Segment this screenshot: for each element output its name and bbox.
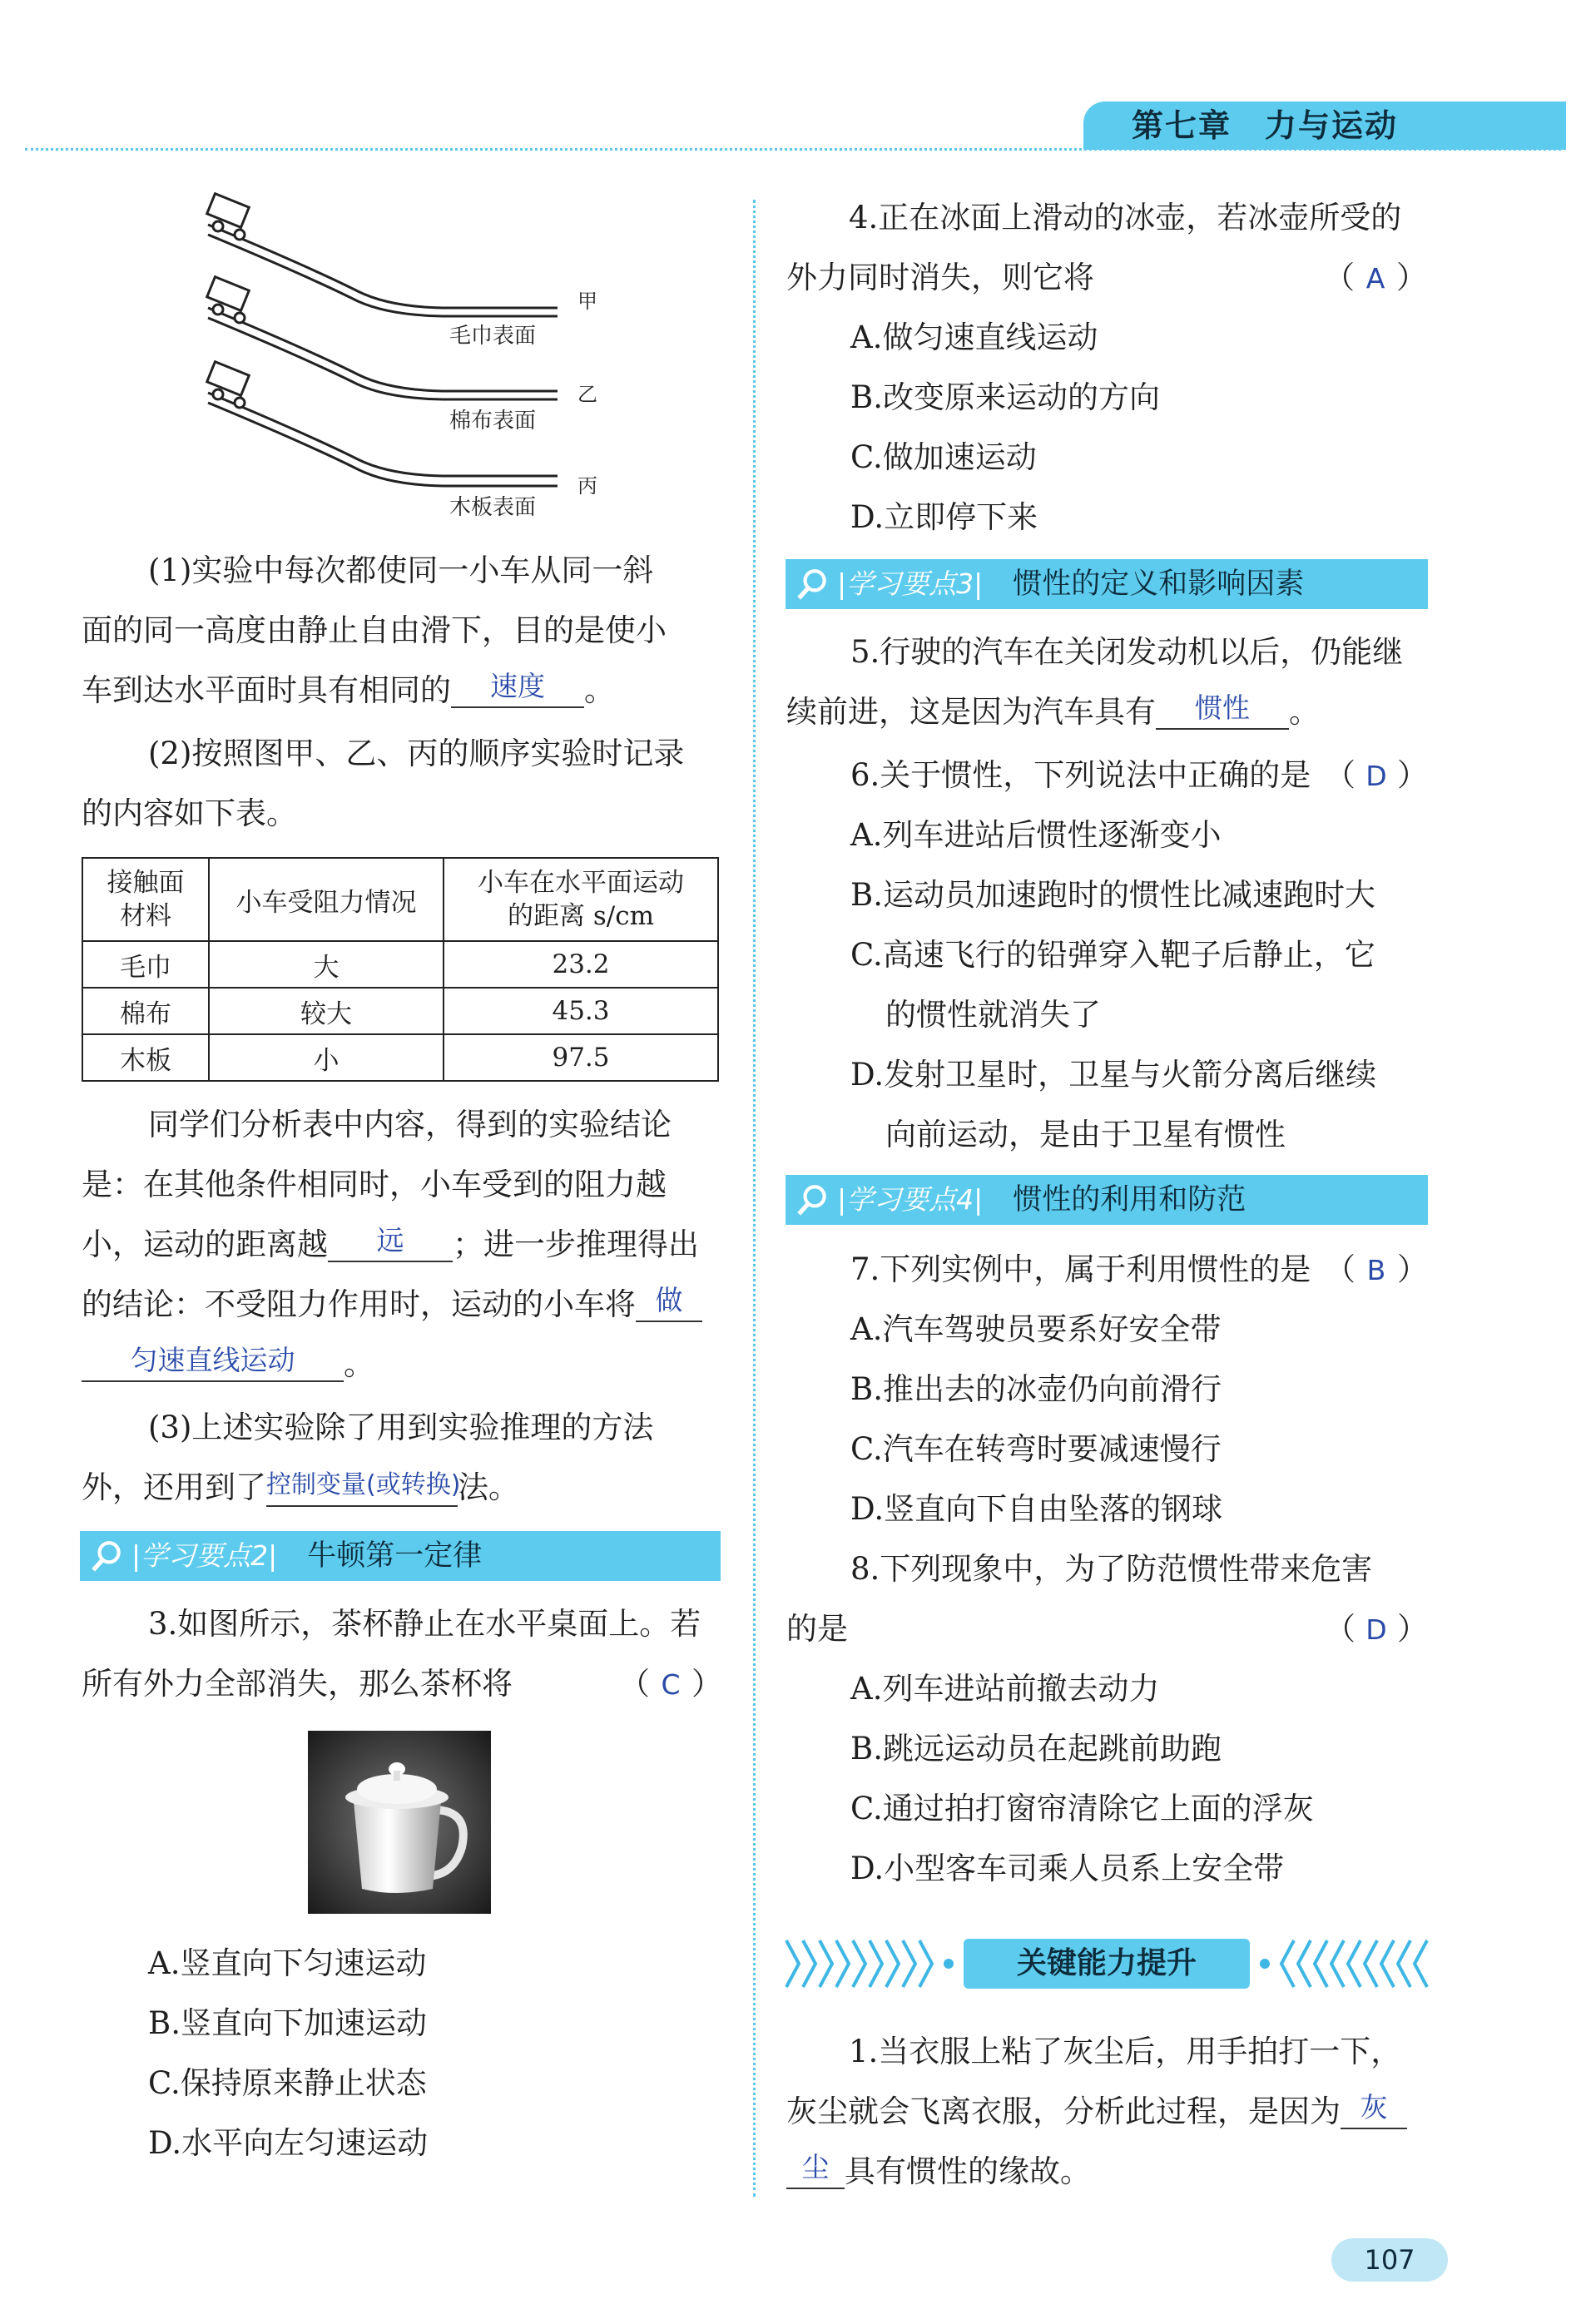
p4-line2: 外力同时消失，则它将 （ A ） bbox=[786, 248, 1427, 308]
p3-option-d: D.水平向左匀速运动 bbox=[148, 2125, 429, 2161]
q1-line3: 车到达水平面时具有相同的 速度 。 bbox=[82, 661, 615, 721]
p6-option-c: C.高速飞行的铅弹穿入靶子后静止，它 bbox=[850, 937, 1375, 973]
p8-option-d: D.小型客车司乘人员系上安全带 bbox=[850, 1851, 1285, 1886]
section-title-3: 惯性的定义和影响因素 bbox=[1013, 567, 1305, 601]
conclusion-line5: 匀速直线运动 。 bbox=[82, 1335, 374, 1395]
p3-line2: 所有外力全部消失，那么茶杯将 （ C ） bbox=[82, 1654, 722, 1714]
p7-answer: B bbox=[1366, 1254, 1386, 1286]
k1-line3: 尘 具有惯性的缘故。 bbox=[786, 2142, 1091, 2202]
table-header: 小车受阻力情况 bbox=[209, 858, 444, 941]
section-title-2: 牛顿第一定律 bbox=[307, 1539, 483, 1573]
p8-option-b: B.跳远运动员在起跳前助跑 bbox=[850, 1731, 1222, 1767]
section-banner-4: |学习要点4| 惯性的利用和防范 bbox=[786, 1175, 1428, 1225]
teacup-photo bbox=[308, 1731, 491, 1914]
p3-answer: C bbox=[661, 1668, 681, 1701]
conclusion-line3: 小，运动的距离越 远 ；进一步推理得出 bbox=[82, 1215, 699, 1275]
conclusion-answer-1: 远 bbox=[328, 1221, 453, 1262]
table-row: 木板 小 97.5 bbox=[82, 1034, 718, 1081]
q3-answer: 控制变量(或转换) bbox=[266, 1465, 458, 1507]
p6-option-a: A.列车进站后惯性逐渐变小 bbox=[850, 817, 1222, 853]
conclusion-answer-2a: 做 bbox=[636, 1281, 702, 1322]
q3-line1: (3)上述实验除了用到实验推理的方法 bbox=[148, 1410, 654, 1445]
q1-answer: 速度 bbox=[451, 666, 584, 708]
p8-line2: 的是 （ D ） bbox=[786, 1599, 1428, 1659]
conclusion-line1: 同学们分析表中内容，得到的实验结论 bbox=[148, 1107, 672, 1142]
p6-answer: D bbox=[1365, 760, 1387, 792]
k1-line2: 灰尘就会飞离衣服，分析此过程，是因为 灰 bbox=[786, 2082, 1407, 2142]
table-row: 毛巾 大 23.2 bbox=[82, 941, 718, 988]
p7-option-a: A.汽车驾驶员要系好安全带 bbox=[850, 1311, 1222, 1347]
section-title-4: 惯性的利用和防范 bbox=[1013, 1183, 1246, 1217]
table-row: 棉布 较大 45.3 bbox=[82, 988, 718, 1034]
chapter-title: 第七章 力与运动 bbox=[1132, 107, 1399, 144]
p6-option-c-cont: 的惯性就消失了 bbox=[885, 997, 1101, 1033]
p8-line1: 8.下列现象中，为了防范惯性带来危害 bbox=[850, 1551, 1373, 1587]
magnifier-icon bbox=[795, 1182, 830, 1217]
p4-option-d: D.立即停下来 bbox=[850, 499, 1038, 535]
ability-title: 关键能力提升 bbox=[1016, 1946, 1197, 1980]
label-jia: 甲 bbox=[577, 290, 597, 313]
label-towel: 毛巾表面 bbox=[449, 324, 537, 349]
p4-option-a: A.做匀速直线运动 bbox=[850, 320, 1098, 355]
section-banner-2: |学习要点2| 牛顿第一定律 bbox=[80, 1531, 721, 1581]
p7-option-d: D.竖直向下自由坠落的钢球 bbox=[850, 1491, 1223, 1527]
p4-line1: 4.正在冰面上滑动的冰壶，若冰壶所受的 bbox=[849, 200, 1402, 235]
p6-option-b: B.运动员加速跑时的惯性比减速跑时大 bbox=[850, 877, 1375, 913]
q1-line1: (1)实验中每次都使同一小车从同一斜 bbox=[148, 553, 654, 588]
conclusion-line4: 的结论：不受阻力作用时，运动的小车将 做 bbox=[82, 1275, 702, 1335]
p4-option-c: C.做加速运动 bbox=[850, 439, 1037, 475]
p8-option-c: C.通过拍打窗帘清除它上面的浮灰 bbox=[850, 1791, 1314, 1826]
p5-line2: 续前进，这是因为汽车具有 惯性 。 bbox=[786, 682, 1320, 742]
p8-answer: D bbox=[1365, 1613, 1387, 1646]
q2-line2: 的内容如下表。 bbox=[82, 795, 297, 831]
label-wood: 木板表面 bbox=[449, 495, 537, 520]
table-header: 接触面 材料 bbox=[82, 858, 209, 941]
p7-line1: 7.下列实例中，属于利用惯性的是 （ B ） bbox=[850, 1240, 1428, 1300]
q1-line2: 面的同一高度由静止自由滑下，目的是使小 bbox=[82, 612, 667, 648]
p4-option-b: B.改变原来运动的方向 bbox=[850, 379, 1160, 415]
label-cotton: 棉布表面 bbox=[449, 409, 537, 434]
ramp-figure bbox=[191, 191, 624, 533]
p5-answer: 惯性 bbox=[1156, 688, 1289, 730]
conclusion-line2: 是：在其他条件相同时，小车受到的阻力越 bbox=[82, 1167, 667, 1202]
p3-line1: 3.如图所示，茶杯静止在水平桌面上。若 bbox=[148, 1606, 701, 1642]
p3-option-b: B.竖直向下加速运动 bbox=[148, 2005, 427, 2041]
p6-option-d: D.发射卫星时，卫星与火箭分离后继续 bbox=[850, 1057, 1377, 1093]
magnifier-icon bbox=[90, 1539, 125, 1573]
column-divider bbox=[753, 200, 756, 2197]
table-header: 小车在水平面运动 的距离 s/cm bbox=[444, 858, 718, 941]
label-yi: 乙 bbox=[577, 383, 597, 406]
experiment-table bbox=[82, 857, 719, 1082]
p3-option-c: C.保持原来静止状态 bbox=[148, 2065, 427, 2101]
p4-answer: A bbox=[1365, 262, 1385, 295]
conclusion-answer-2b: 匀速直线运动 bbox=[82, 1340, 344, 1382]
k1-answer-a: 灰 bbox=[1341, 2088, 1407, 2129]
p5-line1: 5.行驶的汽车在关闭发动机以后，仍能继 bbox=[850, 634, 1404, 670]
p8-option-a: A.列车进站前撤去动力 bbox=[850, 1671, 1160, 1707]
p7-option-c: C.汽车在转弯时要减速慢行 bbox=[850, 1431, 1222, 1467]
k1-line1: 1.当衣服上粘了灰尘后，用手拍打一下， bbox=[849, 2034, 1402, 2069]
section-banner-3: |学习要点3| 惯性的定义和影响因素 bbox=[786, 559, 1428, 609]
q2-line1: (2)按照图甲、乙、丙的顺序实验时记录 bbox=[148, 736, 685, 771]
magnifier-icon bbox=[795, 567, 830, 602]
p6-option-d-cont: 向前运动，是由于卫星有惯性 bbox=[885, 1117, 1286, 1152]
p7-option-b: B.推出去的冰壶仍向前滑行 bbox=[850, 1371, 1222, 1407]
p3-option-a: A.竖直向下匀速运动 bbox=[148, 1945, 427, 1981]
k1-answer-b: 尘 bbox=[786, 2148, 845, 2189]
label-bing: 丙 bbox=[577, 474, 597, 498]
p6-line1: 6.关于惯性，下列说法中正确的是 （ D ） bbox=[850, 746, 1428, 805]
q3-line2: 外，还用到了控制变量(或转换)法。 bbox=[82, 1458, 519, 1518]
page-number: 107 bbox=[1331, 2238, 1448, 2282]
